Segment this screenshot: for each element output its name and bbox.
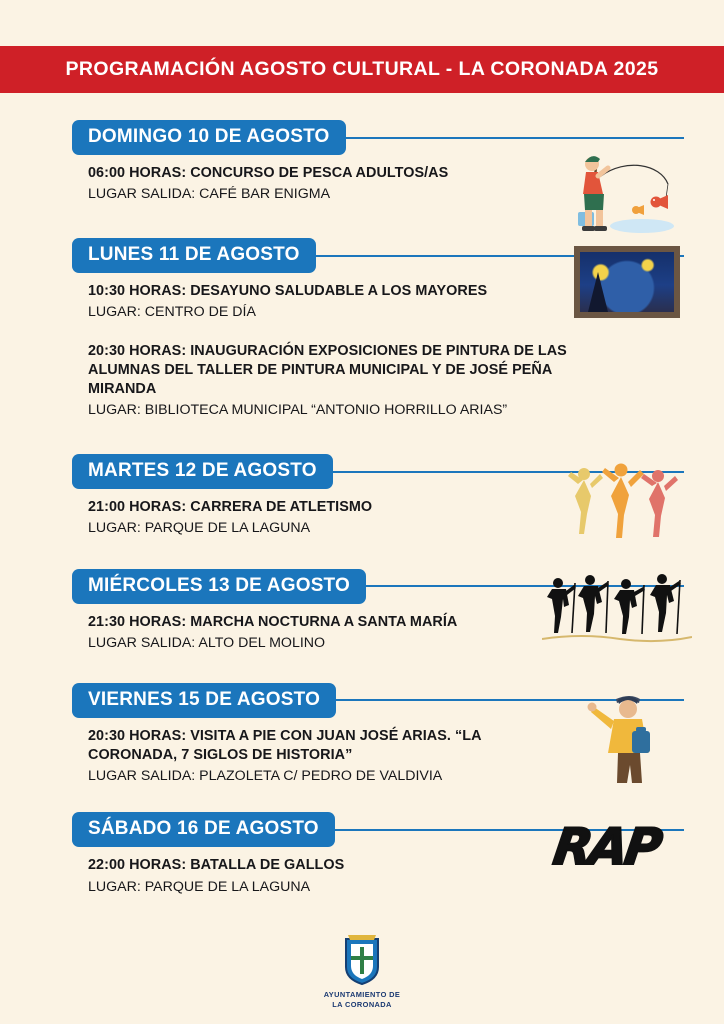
day-title: VIERNES 15 DE AGOSTO (72, 683, 336, 718)
event-place: LUGAR: PARQUE DE LA LAGUNA (88, 878, 311, 895)
rap-graffiti-illustration (536, 812, 676, 882)
painting-canvas (580, 252, 674, 312)
event-headline: 21:00 HORAS: CARRERA DE ATLETISMO (88, 499, 373, 516)
event-headline: 22:00 HORAS: BATALLA DE GALLOS (88, 857, 345, 874)
event-item (88, 282, 574, 322)
event-item (88, 727, 574, 786)
footer-line-2: LA CORONADA (332, 1000, 392, 1010)
event-item (88, 856, 574, 896)
day-block-martes-12 (0, 454, 724, 538)
event-place: LUGAR: BIBLIOTECA MUNICIPAL “ANTONIO HORRILLO ARIAS” (88, 402, 508, 419)
tour-guide-illustration (566, 689, 676, 789)
day-block-domingo-10 (0, 120, 724, 204)
event-place: LUGAR SALIDA: ALTO DEL MOLINO (88, 634, 326, 651)
painting-frame-illustration (574, 246, 680, 318)
page-title: PROGRAMACIÓN AGOSTO CULTURAL - LA CORONADA 2025 (65, 58, 659, 80)
day-block-lunes-11 (0, 238, 724, 420)
day-title: LUNES 11 DE AGOSTO (72, 238, 316, 273)
fishing-illustration (556, 150, 676, 242)
event-headline: 21:30 HORAS: MARCHA NOCTURNA A SANTA MARÍA (88, 613, 458, 630)
day-block-sabado-16 (0, 812, 724, 896)
day-rule (346, 137, 684, 139)
event-place: LUGAR: CENTRO DE DÍA (88, 304, 256, 321)
header-band (0, 46, 724, 93)
event-item (88, 498, 574, 538)
day-title: MIÉRCOLES 13 DE AGOSTO (72, 569, 366, 604)
footer-credit (324, 990, 401, 1010)
footer (0, 933, 724, 1010)
day-title: SÁBADO 16 DE AGOSTO (72, 812, 335, 847)
rap-graffiti-text: RAP (549, 818, 663, 877)
event-headline: 20:30 HORAS: INAUGURACIÓN EXPOSICIONES DE PINTURA DE LAS ALUMNAS DEL TALLER DE PINTURA MUNICIPAL Y DE JOSÉ PEÑA MIRANDA (88, 342, 567, 397)
day-block-viernes-15 (0, 683, 724, 786)
footer-line-1: AYUNTAMIENTO DE (323, 990, 401, 1000)
event-item (88, 342, 574, 421)
event-place: LUGAR: PARQUE DE LA LAGUNA (88, 520, 311, 537)
runners-illustration (564, 460, 682, 540)
program-list (0, 120, 724, 897)
day-title: DOMINGO 10 DE AGOSTO (72, 120, 346, 155)
event-headline: 06:00 HORAS: CONCURSO DE PESCA ADULTOS/AS (88, 165, 449, 181)
day-title: MARTES 12 DE AGOSTO (72, 454, 333, 489)
event-place: LUGAR SALIDA: PLAZOLETA C/ PEDRO DE VALDIVIA (88, 768, 443, 785)
event-headline: 10:30 HORAS: DESAYUNO SALUDABLE A LOS MAYORES (88, 283, 488, 300)
event-item (88, 164, 574, 204)
event-place: LUGAR SALIDA: CAFÉ BAR ENIGMA (88, 186, 331, 203)
event-headline: 20:30 HORAS: VISITA A PIE CON JUAN JOSÉ ARIAS. “LA CORONADA, 7 SIGLOS DE HISTORIA” (88, 727, 481, 764)
hikers-illustration (542, 569, 692, 647)
day-block-miercoles-13 (0, 569, 724, 653)
event-item (88, 613, 574, 653)
coat-of-arms-icon (340, 933, 384, 985)
